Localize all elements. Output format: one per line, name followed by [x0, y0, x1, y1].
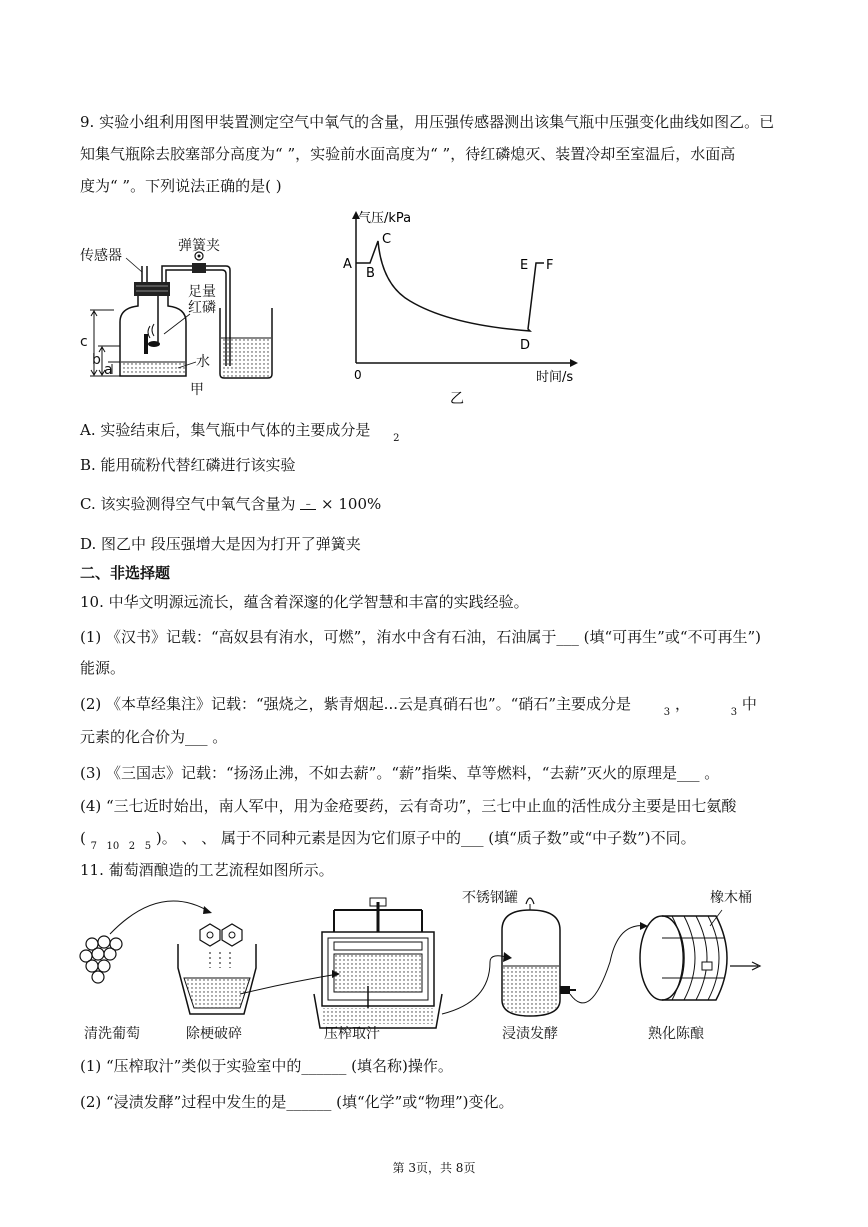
- q10-part4-paren-open: (: [80, 829, 86, 847]
- tank-shape: [502, 898, 576, 1016]
- label-sensor: 传感器: [80, 248, 122, 264]
- pressure-curve-line: [356, 241, 544, 331]
- winemaking-flow-figure: [70, 882, 790, 1052]
- q9-option-a: [80, 420, 400, 443]
- q10-part4-line2: [80, 828, 696, 851]
- q9-option-d: D. 图乙中 段压强增大是因为打开了弹簧夹: [80, 535, 361, 553]
- label-height-c: c: [80, 334, 88, 350]
- label-steel-tank: 不锈钢罐: [462, 890, 518, 906]
- yi-point-a: A: [343, 257, 352, 272]
- label-height-a: a: [104, 362, 113, 378]
- yi-point-b: B: [366, 266, 375, 281]
- label-clamp: 弹簧夹: [178, 238, 220, 254]
- q9-stem-line1: 9. 实验小组利用图甲装置测定空气中氧气的含量，用压强传感器测出该集气瓶中压强变化曲线如图乙。已: [80, 113, 775, 131]
- caption-yi: 乙: [450, 391, 464, 407]
- page-footer: 第 3页，共 8页: [392, 1161, 476, 1175]
- label-height-b: b: [92, 352, 101, 368]
- q10-part1-line2: 能源。: [80, 659, 126, 677]
- q9-option-a-sub: 2: [393, 433, 400, 444]
- q9-option-a-text: A. 实验结束后，集气瓶中气体的主要成分是: [80, 421, 371, 439]
- step-destem-crush: 除梗破碎: [186, 1026, 242, 1042]
- stopper-shape: [134, 282, 170, 296]
- q9-option-c-text: C. 该实验测得空气中氧气含量为: [80, 495, 296, 513]
- q10-part2-sub2: 3: [730, 707, 738, 718]
- pressure-curve-chart: [340, 205, 590, 410]
- q10-stem: 10. 中华文明源远流长，蕴含着深邃的化学智慧和丰富的实践经验。: [80, 593, 529, 611]
- q10-part2-sub1: 3: [663, 707, 671, 718]
- q9-option-c: [80, 494, 381, 518]
- yi-point-d: D: [520, 338, 531, 353]
- q10-part4-line1: (4) “三七近时始出，南人军中，用为金疮要药，云有奇功”，三七中止血的活性成分主要是田七氨酸: [80, 797, 737, 815]
- yi-point-f: F: [546, 258, 554, 273]
- q9-option-c-tail: × 100%: [321, 495, 382, 513]
- q10-part4-text: 。 、 、 属于不同种元素是因为它们原子中的___ (填“质子数”或“中子数”)不同。: [161, 829, 696, 847]
- figure-yi: [340, 205, 590, 410]
- figure-jia: [78, 230, 298, 410]
- q10-part3: (3) 《三国志》记载：“扬汤止沸，不如去薪”。“薪”指柴、草等燃料，“去薪”灭火的原理是___ 。: [80, 764, 720, 782]
- label-red-p-2: 红磷: [188, 300, 216, 316]
- fraction-shape: –: [300, 500, 316, 516]
- q9-option-b: B. 能用硫粉代替红磷进行该实验: [80, 456, 296, 474]
- grapes-shape: [80, 936, 122, 983]
- crusher-shape: [178, 924, 256, 1014]
- label-oak-barrel: 橡木桶: [710, 890, 752, 906]
- yi-point-e: E: [520, 258, 529, 273]
- q11-stem: 11. 葡萄酒酿造的工艺流程如图所示。: [80, 861, 334, 879]
- q10-part2-comma: ，: [674, 695, 690, 713]
- step-wash-grapes: 清洗葡萄: [84, 1026, 140, 1042]
- q10-part2-line2: 元素的化合价为___ 。: [80, 728, 228, 746]
- yi-xlabel: 时间/s: [536, 370, 574, 385]
- label-water: 水: [196, 354, 210, 370]
- q10-part1-line1: (1) 《汉书》记载：“高奴县有洧水，可燃”，洧水中含有石油，石油属于___ (填“可再生”或“不可再生”): [80, 628, 762, 646]
- q10-part2-mid: 中: [741, 695, 757, 713]
- section-heading: 二、非选择题: [80, 564, 171, 582]
- q9-stem-line3: 度为“ ”。下列说法正确的是( ): [80, 177, 282, 195]
- yi-origin: 0: [354, 368, 362, 382]
- q10-part4-paren-close: ): [155, 829, 162, 847]
- q10-part4-sub: 7 10 2 5: [90, 841, 152, 852]
- q9-stem-line2: 知集气瓶除去胶塞部分高度为“ ”，实验前水面高度为“ ”，待红磷熄灭、装置冷却至室温后，水面高: [80, 145, 736, 163]
- step-age: 熟化陈酿: [648, 1026, 704, 1042]
- press-shape: [314, 898, 442, 1028]
- caption-jia: 甲: [190, 382, 204, 398]
- yi-point-c: C: [382, 232, 392, 247]
- q10-part2-line1: [80, 694, 757, 717]
- barrel-shape: [640, 916, 727, 1000]
- q11-part2: (2) “浸渍发酵”过程中发生的是______ (填“化学”或“物理”)变化。: [80, 1093, 514, 1111]
- q11-part1: (1) “压榨取汁”类似于实验室中的______ (填名称)操作。: [80, 1057, 453, 1075]
- step-ferment: 浸渍发酵: [502, 1026, 558, 1042]
- yi-ylabel: 气压/kPa: [358, 211, 412, 226]
- label-red-p-1: 足量: [188, 284, 216, 300]
- step-press-juice: 压榨取汁: [324, 1026, 380, 1042]
- clamp-shape: [192, 263, 206, 273]
- q10-part2-text: (2) 《本草经集注》记载：“强烧之，紫青烟起...云是真硝石也”。“硝石”主要成分是: [80, 695, 631, 713]
